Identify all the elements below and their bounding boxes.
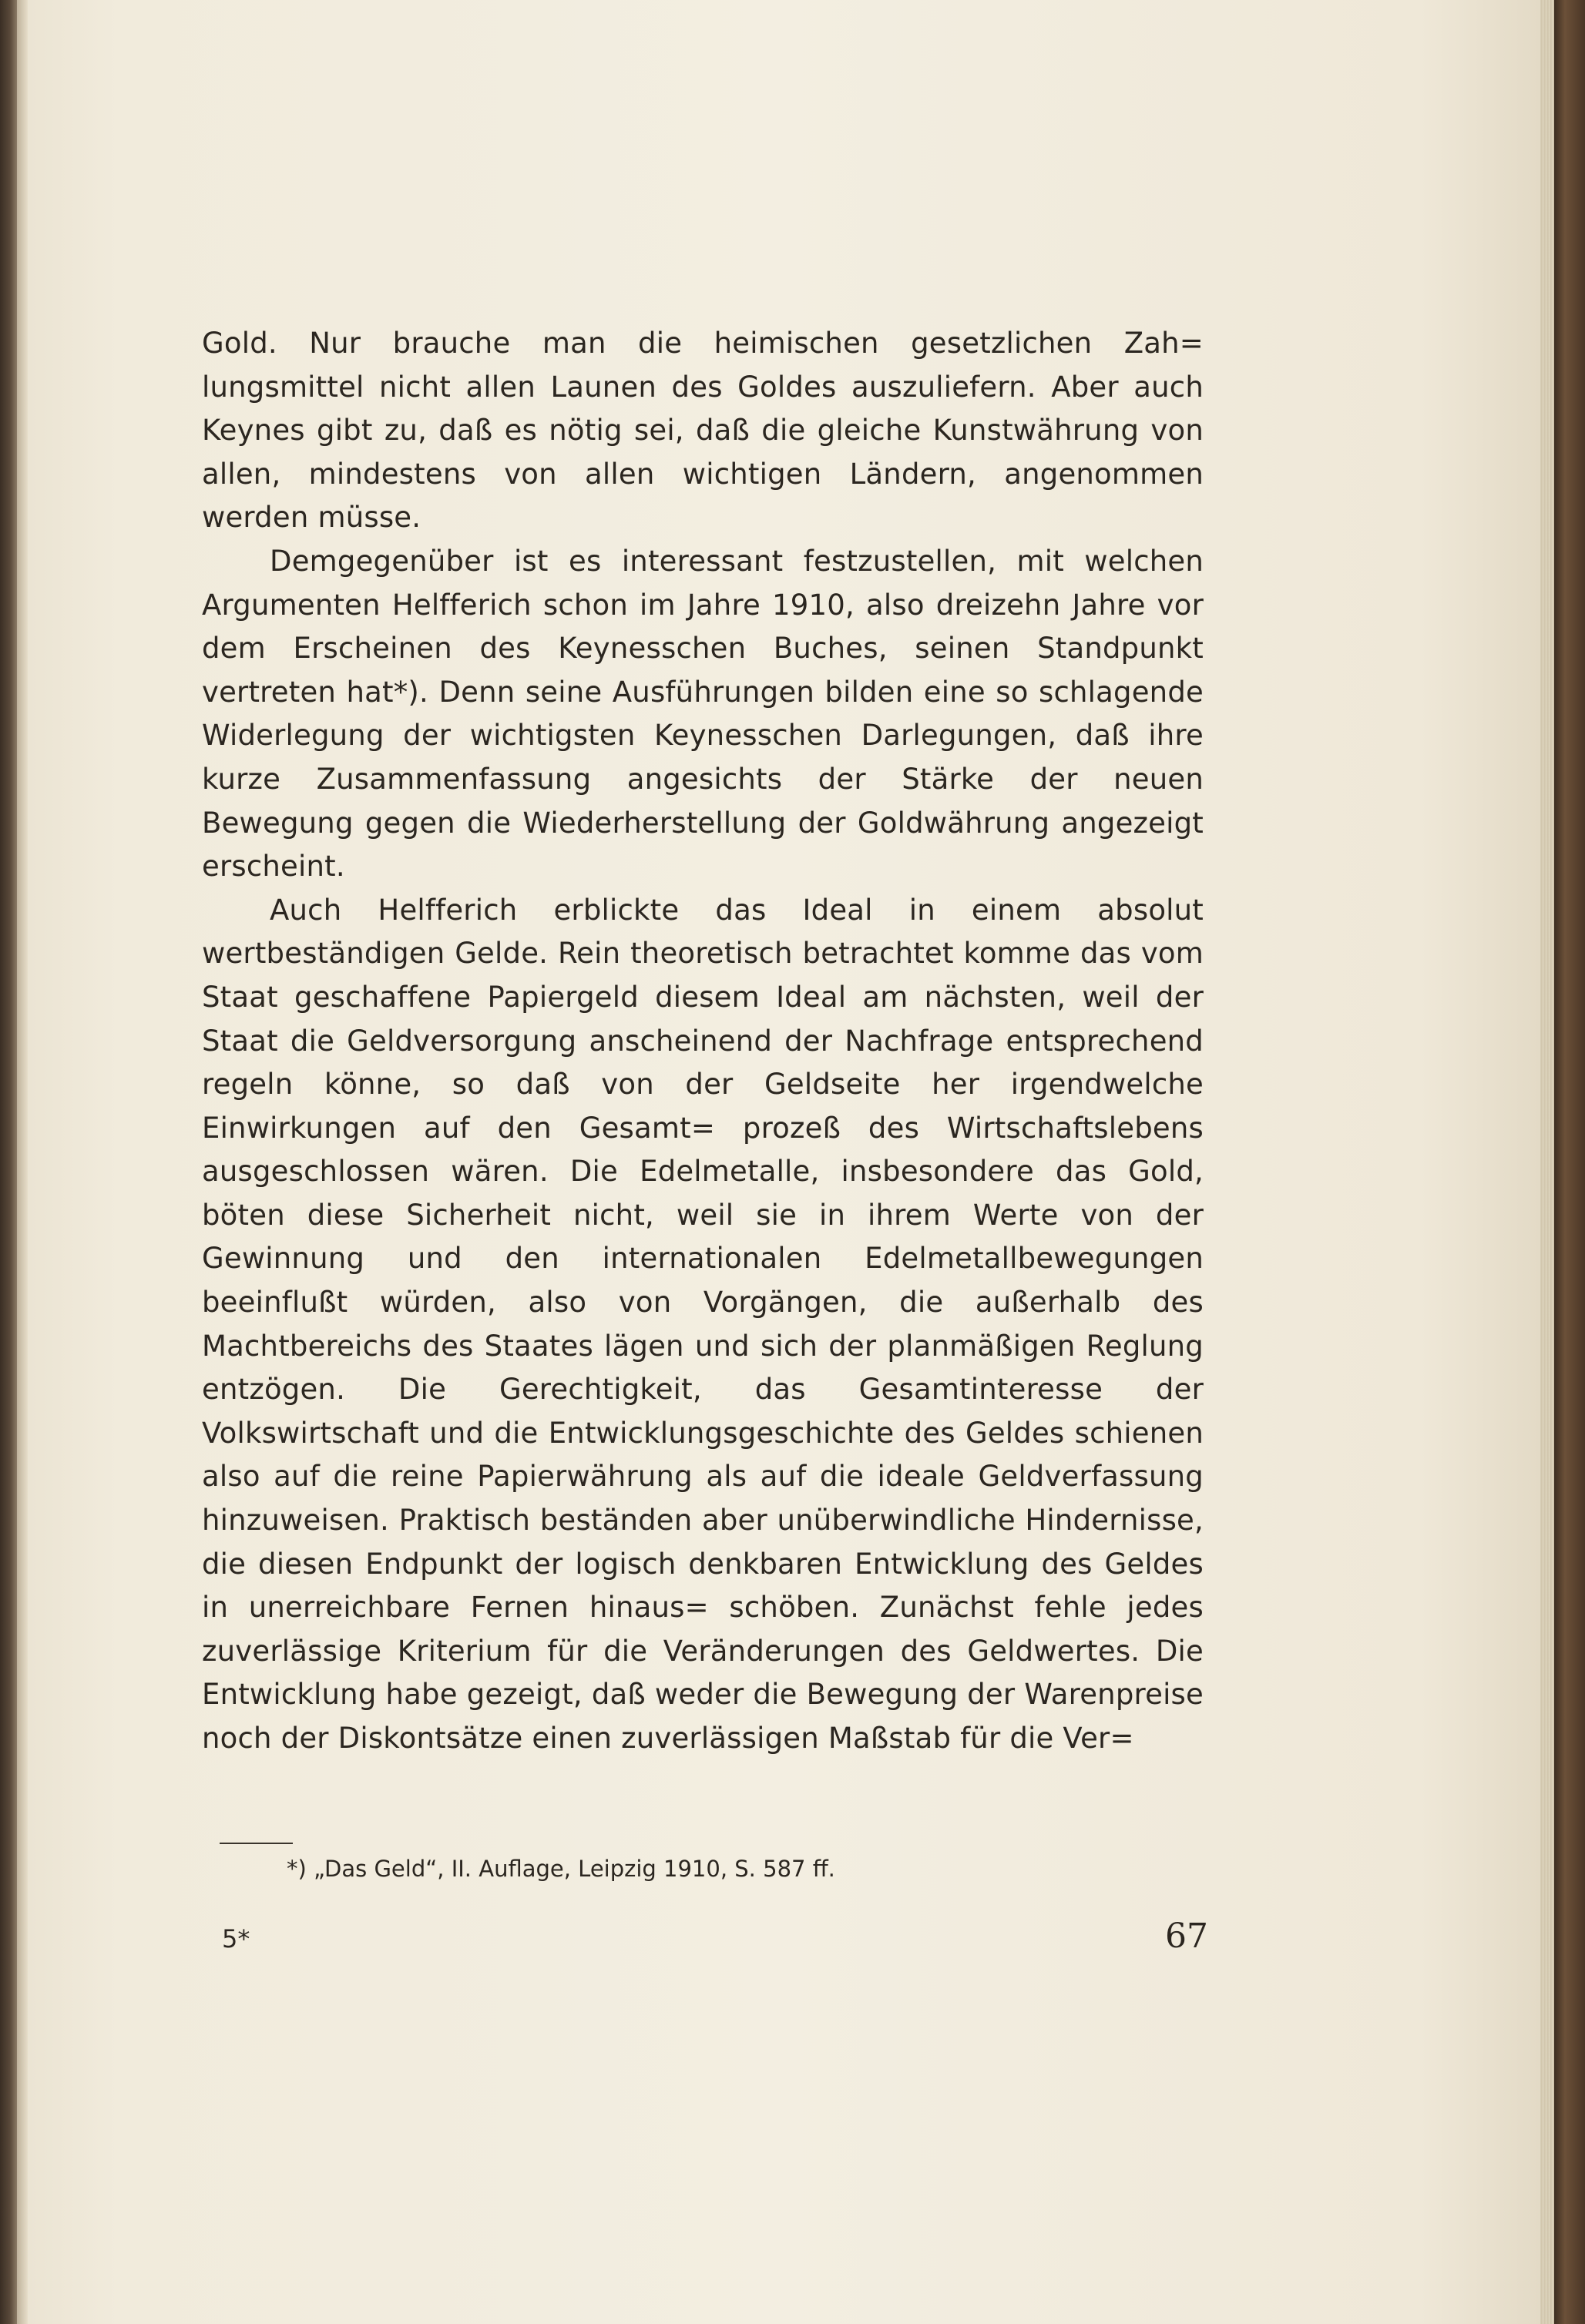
page-number: 67	[1165, 1917, 1208, 1956]
page-edges	[1540, 0, 1554, 2324]
spine-edge	[17, 0, 28, 2324]
footnote: *) „Das Geld“, II. Auflage, Leipzig 1910, S. 587 ff.	[287, 1856, 835, 1882]
book-binding-left	[0, 0, 17, 2324]
footnote-divider	[220, 1843, 293, 1844]
paragraph-1: Gold. Nur brauche man die heimischen gesetzlichen Zah= lungsmittel nicht allen Launen des Goldes auszuliefern. Aber auch Keynes gibt zu, daß es nötig sei, daß die gleiche Kunstwährung von allen, mindestens von allen wichtigen Ländern, angenommen werden müsse.	[202, 327, 1204, 535]
signature-mark: 5*	[222, 1924, 250, 1953]
body-text	[202, 322, 1204, 1761]
paragraph-2: Demgegenüber ist es interessant festzustellen, mit welchen Argumenten Helfferich schon im Jahre 1910, also dreizehn Jahre vor dem Erscheinen des Keynesschen Buches, seinen Standpunkt vertreten hat*). Denn seine Ausführungen bilden eine so schlagende Widerlegung der wichtigsten Keynesschen Darlegungen, daß ihre kurze Zusammenfassung angesichts der Stärke der neuen Bewegung gegen die Wiederherstellung der Goldwährung angezeigt erscheint.	[202, 544, 1204, 884]
book-cover-right	[1554, 0, 1585, 2324]
paragraph-3: Auch Helfferich erblickte das Ideal in einem absolut wertbeständigen Gelde. Rein theoretisch betrachtet komme das vom Staat geschaffene Papiergeld diesem Ideal am nächsten, weil der Staat die Geldversorgung anscheinend der Nachfrage entsprechend regeln könne, so daß von der Geldseite her irgendwelche Einwirkungen auf den Gesamt= prozeß des Wirtschaftslebens ausgeschlossen wären. Die Edelmetalle, insbesondere das Gold, böten diese Sicherheit nicht, weil sie in ihrem Werte von der Gewinnung und den internationalen Edelmetallbewegungen beeinflußt würden, also von Vorgängen, die außerhalb des Machtbereichs des Staates lägen und sich der planmäßigen Reglung entzögen. Die Gerechtigkeit, das Gesamtinteresse der Volkswirtschaft und die Entwicklungsgeschichte des Geldes schienen also auf die reine Papierwährung als auf die ideale Geldverfassung hinzuweisen. Praktisch beständen aber unüberwindliche Hindernisse, die diesen Endpunkt der logisch denkbaren Entwicklung des Geldes in unerreichbare Fernen hinaus= schöben. Zunächst fehle jedes zuverlässige Kriterium für die Veränderungen des Geldwertes. Die Entwicklung habe gezeigt, daß weder die Bewegung der Warenpreise noch der Diskontsätze einen zuverlässigen Maßstab für die Ver=	[202, 893, 1204, 1755]
